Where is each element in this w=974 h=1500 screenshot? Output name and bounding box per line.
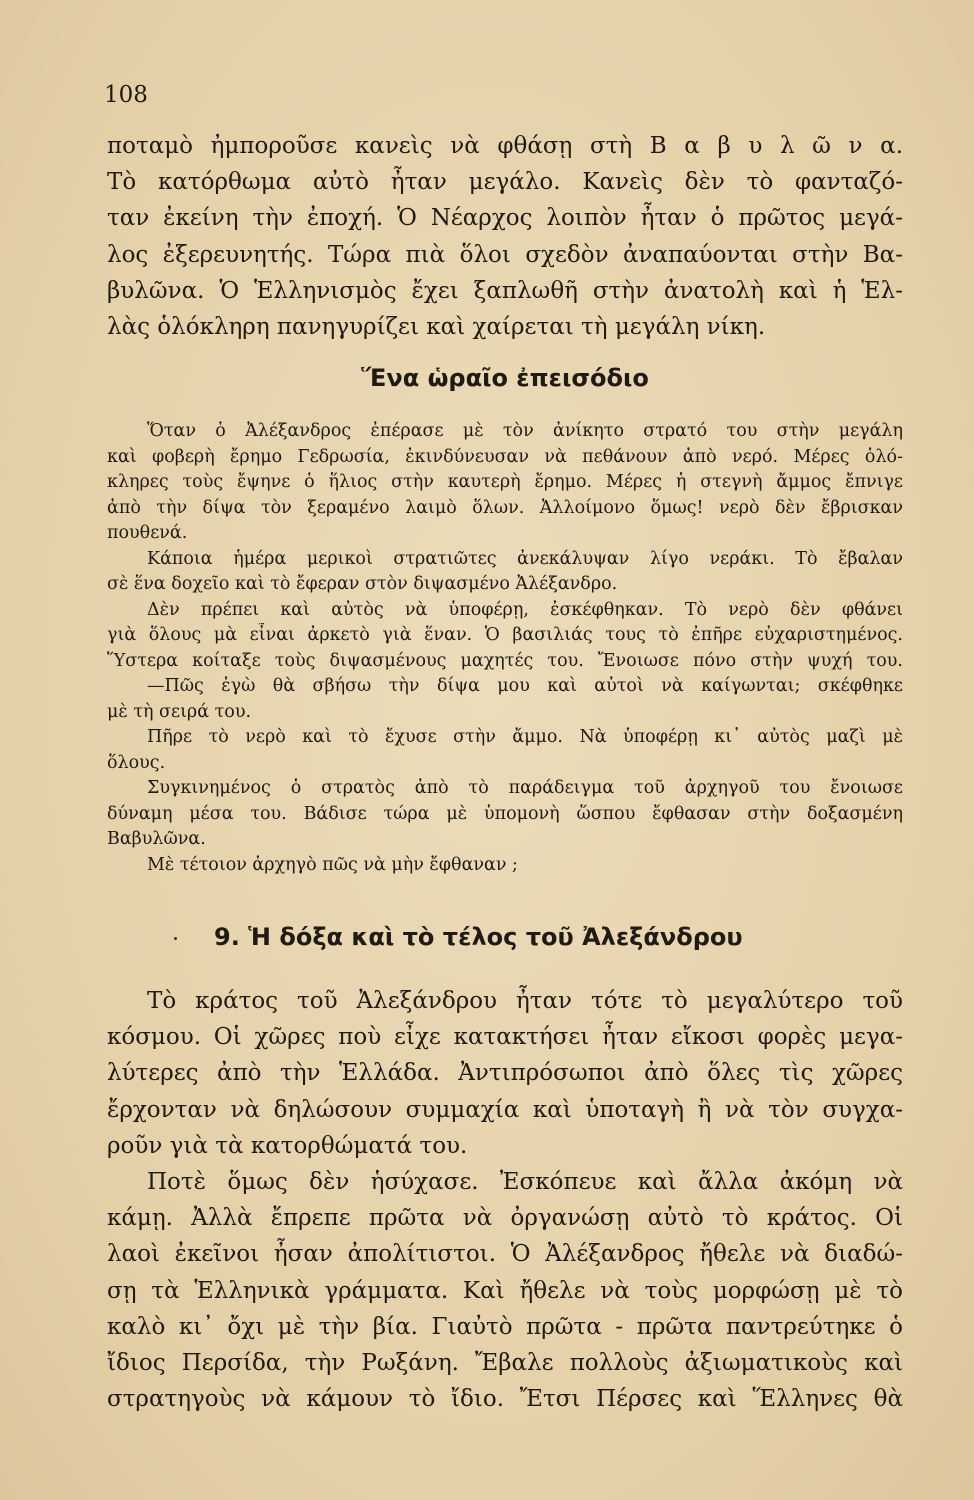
text-line: ταν ἐκείνη τὴν ἐποχή. Ὁ Νέαρχος λοιπὸν ἦταν ὁ πρῶτος μεγά- (107, 205, 903, 232)
page-number: 108 (104, 82, 148, 108)
text-line: Δὲν πρέπει καὶ αὐτὸς νὰ ὑποφέρῃ, ἐσκέφθηκαν. Τὸ νερὸ δὲν φθάνει (147, 599, 903, 620)
text-line: λαοὶ ἐκεῖνοι ἦσαν ἀπολίτιστοι. Ὁ Ἀλέξανδρος ἤθελε νὰ διαδώ- (107, 1241, 903, 1268)
text-line: Μὲ τέτοιον ἀρχηγὸ πῶς νὰ μὴν ἔφθαναν ; (147, 854, 518, 875)
text-line: σὲ ἕνα δοχεῖο καὶ τὸ ἔφεραν στὸν διψασμένο Ἀλέξανδρο. (107, 574, 618, 594)
text-line: Ὅταν ὁ Ἀλέξανδρος ἐπέρασε μὲ τὸν ἀνίκητο στρατό του στὴν μεγάλη (147, 421, 903, 441)
text-line: γιὰ ὅλους μὰ εἶναι ἀρκετὸ γιὰ ἕναν. Ὁ βασιλιάς τους τὸ ἐπῆρε εὐχαριστημένος. (107, 625, 903, 645)
stray-mark (174, 937, 177, 940)
text-line: Συγκινημένος ὁ στρατὸς ἀπὸ τὸ παράδειγμα τοῦ ἀρχηγοῦ του ἔνοιωσε (147, 778, 903, 798)
text-line: βυλῶνα. Ὁ Ἑλληνισμὸς ἔχει ξαπλωθῆ στὴν ἀνατολὴ καὶ ἡ Ἑλ- (107, 277, 903, 304)
text-line: Τὸ κράτος τοῦ Ἀλεξάνδρου ἦταν τότε τὸ μεγαλύτερο τοῦ (147, 988, 903, 1014)
episode-paragraphs (107, 419, 903, 878)
text-line: στρατηγοὺς νὰ κάμουν τὸ ἴδιο. Ἔτσι Πέρσες καὶ Ἕλληνες θὰ (107, 1386, 903, 1413)
episode-heading: Ἕνα ὡραῖο ἐπεισόδιο (361, 364, 649, 392)
text-line: ἔρχονταν νὰ δηλώσουν συμμαχία καὶ ὑποταγὴ ἢ νὰ τὸν συγχα- (107, 1096, 903, 1123)
text-line: σῃ τὰ Ἑλληνικὰ γράμματα. Καὶ ἤθελε νὰ τοὺς μορφώσῃ μὲ τὸ (107, 1277, 903, 1304)
text-line: ὅλους. (107, 752, 166, 773)
text-line: δύναμη μέσα του. Βάδισε τώρα μὲ ὑπομονὴ ὥσπου ἔφθασαν στὴν δοξασμένη (107, 803, 903, 824)
text-line: κληρες τοὺς ἔψηνε ὁ ἥλιος στὴν καυτερὴ ἔρημο. Μέρες ἡ στεγνὴ ἄμμος ἔπνιγε (107, 472, 903, 492)
text-line: κόσμου. Οἱ χῶρες ποὺ εἶχε κατακτήσει ἦταν εἴκοσι φορὲς μεγα- (107, 1024, 903, 1051)
text-line: Βαβυλῶνα. (107, 829, 206, 849)
chapter-heading: 9. Ἡ δόξα καὶ τὸ τέλος τοῦ Ἀλεξάνδρου (214, 923, 743, 951)
text-line: Τὸ κατόρθωμα αὐτὸ ἦταν μεγάλο. Κανεὶς δὲν τὸ φανταζό- (107, 169, 903, 196)
text-line: Κάποια ἡμέρα μερικοὶ στρατιῶτες ἀνεκάλυψαν λίγο νεράκι. Τὸ ἔβαλαν (147, 548, 903, 569)
text-line: Πῆρε τὸ νερὸ καὶ τὸ ἔχυσε στὴν ἄμμο. Νὰ ὑποφέρῃ κι᾿ αὐτὸς μαζὶ μὲ (147, 727, 903, 747)
text-line: —Πῶς ἐγὼ θὰ σβήσω τὴν δίψα μου καὶ αὐτοὶ νὰ καίγωνται; σκέφθηκε (147, 676, 903, 696)
text-line: πουθενά. (107, 523, 188, 543)
intro-paragraph (107, 128, 903, 345)
text-line: Ὕστερα κοίταξε τοὺς διψασμένους μαχητές του. Ἔνοιωσε πόνο στὴν ψυχή του. (107, 650, 903, 671)
text-line: λὰς ὁλόκληρη πανηγυρίζει καὶ χαίρεται τὴ μεγάλη νίκη. (107, 313, 766, 340)
text-line: καὶ φοβερὴ ἔρημο Γεδρωσία, ἐκινδύνευσαν νὰ πεθάνουν ἀπὸ νερό. Μέρες ὁλό- (107, 446, 903, 467)
text-line: ποταμὸ ἠμποροῦσε κανεὶς νὰ φθάσῃ στὴ Β α β υ λ ῶ ν α. (107, 133, 903, 159)
text-line: Ποτὲ ὅμως δὲν ἡσύχασε. Ἐσκόπευε καὶ ἄλλα ἀκόμη νὰ (147, 1168, 903, 1195)
chapter-paragraphs (107, 983, 903, 1417)
text-line: καλὸ κι᾿ ὄχι μὲ τὴν βία. Γιαὐτὸ πρῶτα - πρῶτα παντρεύτηκε ὁ (107, 1313, 903, 1340)
text-line: λύτερες ἀπὸ τὴν Ἑλλάδα. Ἀντιπρόσωποι ἀπὸ ὅλες τὶς χῶρες (107, 1060, 903, 1087)
text-line: λος ἐξερευνητής. Τώρα πιὰ ὅλοι σχεδὸν ἀναπαύονται στὴν Βα- (107, 241, 903, 268)
text-line: μὲ τὴ σειρά του. (107, 701, 252, 722)
text-line: ροῦν γιὰ τὰ κατορθώματά του. (107, 1132, 468, 1159)
text-line: ἴδιος Περσίδα, τὴν Ρωξάνη. Ἔβαλε πολλοὺς ἀξιωματικοὺς καὶ (107, 1349, 903, 1376)
text-line: ἀπὸ τὴν δίψα τὸν ξεραμένο λαιμὸ ὅλων. Ἀλλοίμονο ὅμως! νερὸ δὲν ἔβρισκαν (107, 497, 903, 518)
text-line: κάμῃ. Ἀλλὰ ἔπρεπε πρῶτα νὰ ὀργανώσῃ αὐτὸ τὸ κράτος. Οἱ (107, 1205, 903, 1232)
